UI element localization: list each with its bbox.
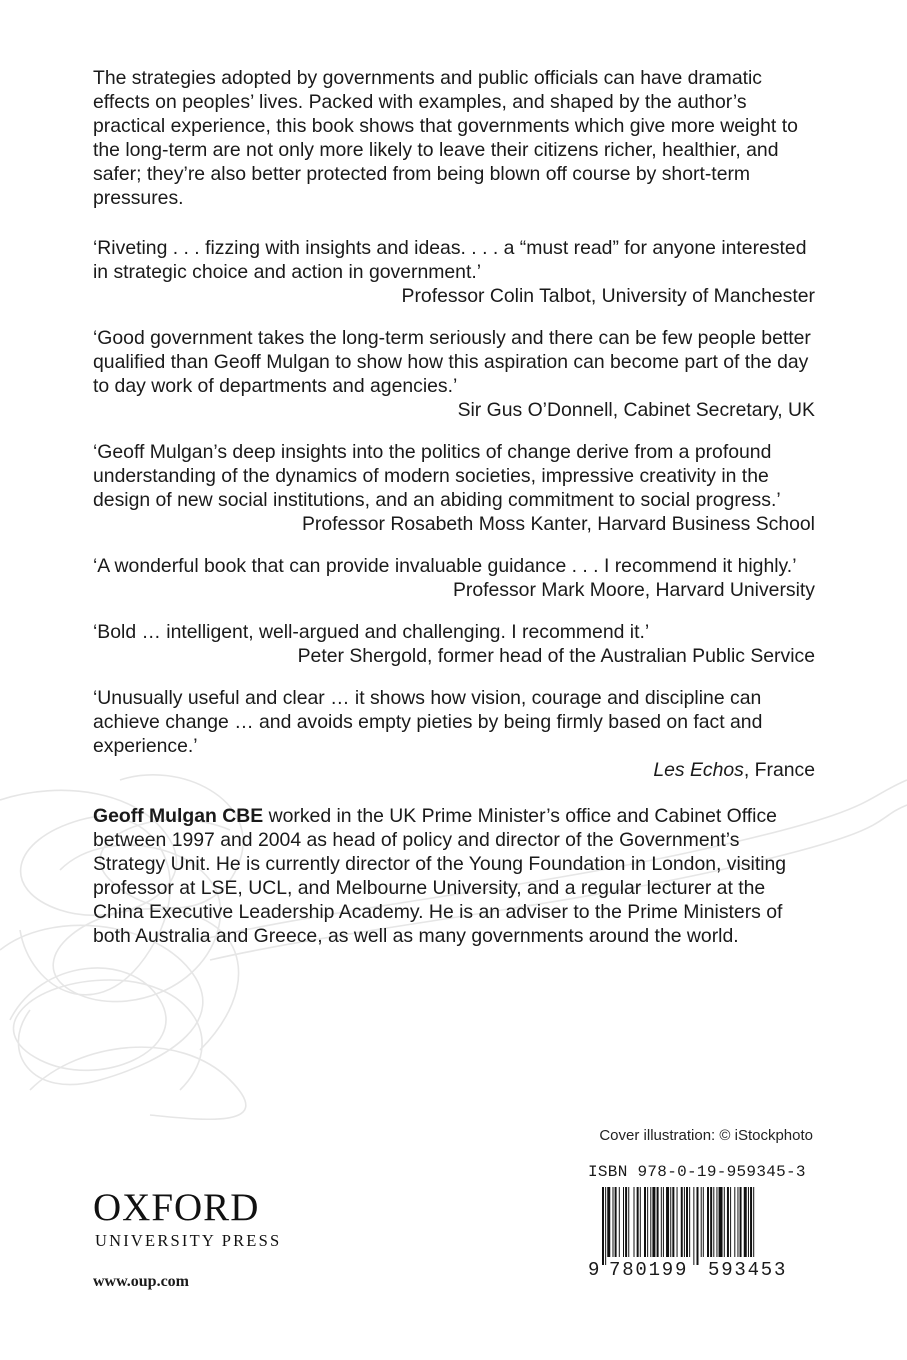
barcode-bar: [625, 1187, 627, 1257]
endorsement-text: ‘Bold … intelligent, well-argued and challenging. I recommend it.’: [93, 621, 650, 643]
publication-country: , France: [743, 759, 815, 781]
barcode-bar: [640, 1187, 641, 1257]
barcode-bar: [652, 1187, 655, 1257]
barcode-bar: [644, 1187, 646, 1257]
isbn-barcode: [588, 1163, 816, 1303]
barcode-bar: [750, 1187, 752, 1257]
barcode-bar: [727, 1187, 729, 1257]
barcode-bar: [703, 1187, 704, 1257]
barcode-bar: [697, 1187, 699, 1265]
barcode-bar: [689, 1187, 690, 1257]
barcode-bar: [661, 1187, 662, 1257]
barcode-bar: [737, 1187, 738, 1257]
publication-name: Les Echos: [653, 759, 744, 781]
barcode-bar: [753, 1187, 754, 1257]
barcode-bar: [663, 1187, 664, 1257]
barcode-bar: [684, 1187, 685, 1257]
barcode-bar: [650, 1187, 651, 1257]
endorsement: [93, 554, 815, 602]
barcode-bar: [713, 1187, 714, 1257]
barcode-bar: [677, 1187, 678, 1257]
barcode-bar: [740, 1187, 742, 1257]
endorsement-text: ‘Unusually useful and clear … it shows how vision, courage and discipline can achieve change … and avoids empty pieties by being firmly based on fact and experience.’: [93, 687, 763, 757]
endorsement-text: ‘Geoff Mulgan’s deep insights into the politics of change derive from a profound understanding of the dynamics of modern societies, impressive creativity in the design of new social institutions, and an abiding commitment to social progress.’: [93, 441, 781, 511]
barcode-bar: [647, 1187, 648, 1257]
barcode-bar: [707, 1187, 709, 1257]
endorsement-source: Professor Colin Talbot, University of Manchester: [401, 285, 815, 307]
endorsement-source: Peter Shergold, former head of the Australian Public Service: [297, 645, 815, 667]
endorsement-text: ‘A wonderful book that can provide invaluable guidance . . . I recommend it highly.’: [93, 555, 797, 577]
endorsement-text: ‘Riveting . . . fizzing with insights and ideas. . . . a “must read” for anyone interested in strategic choice and action in government.’: [93, 237, 807, 283]
barcode-first-digit: 9: [588, 1259, 600, 1281]
barcode-bar: [701, 1187, 702, 1257]
endorsement: [93, 326, 815, 422]
endorsement-source: Professor Mark Moore, Harvard University: [452, 579, 815, 601]
author-bio: [93, 804, 815, 948]
endorsements: [93, 236, 815, 800]
endorsement: [93, 236, 815, 308]
back-cover-blurb: The strategies adopted by governments and public officials can have dramatic effects on peoples’ lives. Packed with examples, and shaped by the author’s practical experience, this book shows that governments which give more weight to the long-term are not only more likely to leave their citizens richer, healthier, and safer; they’re also better protected from being blown off course by short-term pressures.: [93, 67, 798, 209]
barcode-bar: [634, 1187, 635, 1257]
endorsement-source: Professor Rosabeth Moss Kanter, Harvard Business School: [301, 513, 815, 535]
barcode-digit-group: 780199: [609, 1259, 689, 1281]
publisher-logo: [93, 1188, 303, 1252]
barcode-bar: [681, 1187, 683, 1257]
isbn-label: ISBN 978-0-19-959345-3: [588, 1163, 806, 1181]
endorsement-text: ‘Good government takes the long-term seriously and there can be few people better qualified than Geoff Mulgan to show how this aspiration can become part of the day to day work of departments and agencies.’: [93, 327, 811, 397]
barcode-bar: [724, 1187, 725, 1257]
barcode-bar: [623, 1187, 624, 1257]
barcode-bar: [734, 1187, 735, 1257]
barcode-bar: [605, 1187, 606, 1265]
barcode-bar: [748, 1187, 749, 1257]
barcode-bar: [628, 1187, 629, 1257]
endorsement: [93, 440, 815, 536]
barcode-bar: [730, 1187, 731, 1257]
endorsement-source: Sir Gus O’Donnell, Cabinet Secretary, UK: [457, 399, 815, 421]
barcode-bar: [686, 1187, 688, 1257]
barcode-bar: [666, 1187, 669, 1257]
barcode-bar: [672, 1187, 674, 1257]
barcode-bar: [613, 1187, 614, 1257]
barcode-bar: [670, 1187, 671, 1257]
barcode-digit-group: 593453: [708, 1259, 788, 1281]
publisher-name: OXFORD: [93, 1186, 260, 1229]
barcode-bar: [716, 1187, 717, 1257]
publisher-url: www.oup.com: [93, 1273, 190, 1290]
endorsement: [93, 620, 815, 668]
author-bio-text: worked in the UK Prime Minister’s office and Cabinet Office between 1997 and 2004 as head of policy and director of the Government’s Strategy Unit. He is currently director of the Young Foundation in London, visiting professor at LSE, UCL, and Melbourne University, and a regular lecturer at the China Executive Leadership Academy. He is an adviser to the Prime Ministers of both Australia and Greece, as well as many governments around the world.: [93, 805, 787, 947]
barcode-bar: [710, 1187, 712, 1257]
barcode-bar: [657, 1187, 659, 1257]
barcode-graphic-icon: [588, 1187, 816, 1267]
barcode-bar: [744, 1187, 747, 1257]
barcode-bar: [619, 1187, 620, 1257]
barcode-bar: [607, 1187, 610, 1257]
endorsement: [93, 686, 815, 782]
cover-credit: Cover illustration: © iStockphoto: [599, 1127, 813, 1144]
barcode-bar: [615, 1187, 617, 1257]
barcode-bar: [693, 1187, 694, 1265]
barcode-bar: [719, 1187, 723, 1257]
barcode-bar: [602, 1187, 604, 1265]
endorsement-source: [93, 758, 815, 782]
author-name: Geoff Mulgan CBE: [93, 805, 264, 827]
barcode-bar: [637, 1187, 639, 1257]
publisher-subtitle: UNIVERSITY PRESS: [95, 1231, 282, 1250]
